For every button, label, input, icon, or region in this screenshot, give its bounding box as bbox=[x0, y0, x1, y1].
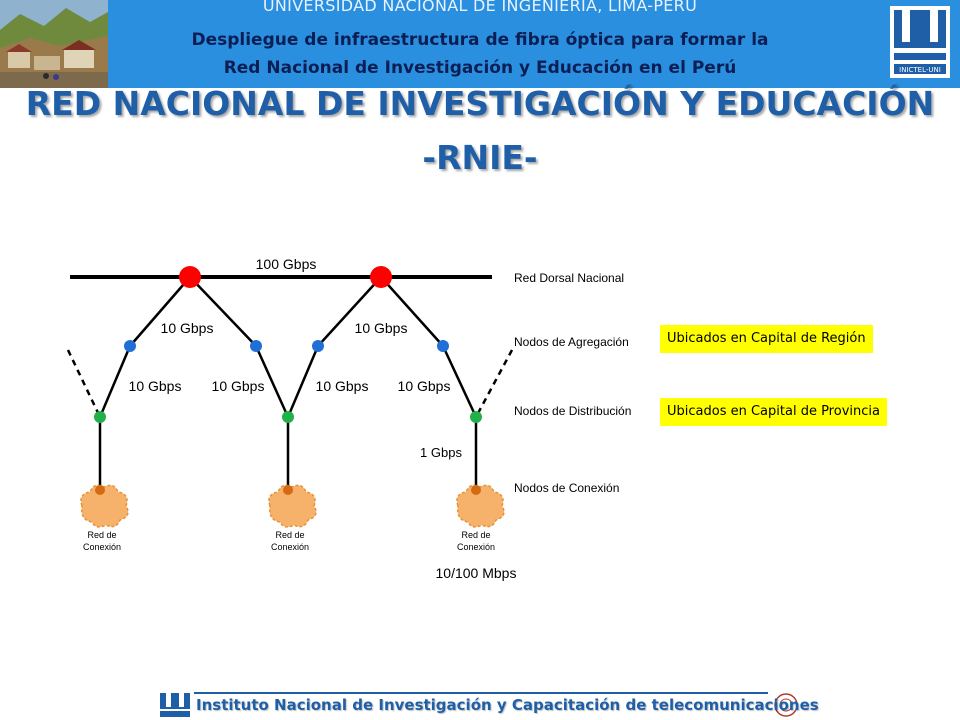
note-region: Ubicados en Capital de Región bbox=[660, 325, 873, 353]
backbone-node-2 bbox=[370, 266, 392, 288]
dashed-link-left bbox=[68, 350, 100, 417]
aggregation-node-1 bbox=[124, 340, 136, 352]
backbone-speed-label: 100 Gbps bbox=[255, 256, 317, 272]
aggregation-node-2 bbox=[250, 340, 262, 352]
connection-speed-label: 10/100 Mbps bbox=[435, 565, 517, 581]
aggregation-speed-label-left: 10 Gbps bbox=[160, 320, 214, 336]
cloud-label-1-line1: Red de bbox=[87, 530, 117, 540]
header-subtitle-line1: Despliegue de infraestructura de fibra óptica para formar la bbox=[191, 30, 769, 50]
level-label-distribution: Nodos de Distribución bbox=[514, 404, 632, 418]
level-label-aggregation: Nodos de Agregación bbox=[514, 335, 629, 349]
connection-node-1 bbox=[95, 485, 105, 495]
level-label-connection: Nodos de Conexión bbox=[514, 481, 620, 495]
distribution-speed-label-1: 10 Gbps bbox=[128, 378, 182, 394]
header-subtitle-line2: Red Nacional de Investigación y Educación en el Perú bbox=[223, 58, 737, 78]
institute-logo bbox=[890, 6, 950, 78]
access-speed-label: 1 Gbps bbox=[420, 445, 462, 460]
distribution-speed-label-2: 10 Gbps bbox=[211, 378, 265, 394]
dashed-link-right bbox=[476, 350, 512, 417]
level-label-backbone: Red Dorsal Nacional bbox=[514, 271, 625, 285]
header-banner bbox=[0, 0, 960, 88]
footer-institute-name: Instituto Nacional de Investigación y Capacitación de telecomunicaciones bbox=[196, 696, 819, 714]
aggregation-node-3 bbox=[312, 340, 324, 352]
cloud-label-2-line1: Red de bbox=[275, 530, 305, 540]
footer-logo-icon bbox=[160, 693, 190, 717]
distribution-node-2 bbox=[282, 411, 294, 423]
backbone-node-1 bbox=[179, 266, 201, 288]
cloud-label-3-line2: Conexión bbox=[456, 542, 496, 552]
logo-text: INICTEL-UNI bbox=[899, 66, 941, 74]
cloud-label-3-line1: Red de bbox=[461, 530, 491, 540]
main-title-line1: RED NACIONAL DE INVESTIGACIÓN Y EDUCACIÓN bbox=[25, 84, 935, 123]
aggregation-speed-label-right: 10 Gbps bbox=[354, 320, 408, 336]
link-agg3-dist2 bbox=[288, 346, 318, 417]
cloud-label-2-line2: Conexión bbox=[270, 542, 310, 552]
link-agg1-dist1 bbox=[100, 346, 130, 417]
connection-node-2 bbox=[283, 485, 293, 495]
university-name: UNIVERSIDAD NACIONAL DE INGENIERIA, LIMA-PERU bbox=[262, 0, 698, 15]
note-province: Ubicados en Capital de Provincia bbox=[660, 398, 887, 426]
distribution-node-1 bbox=[94, 411, 106, 423]
aggregation-node-4 bbox=[437, 340, 449, 352]
distribution-speed-label-3: 10 Gbps bbox=[315, 378, 369, 394]
main-title-line2: -RNIE- bbox=[422, 138, 538, 177]
distribution-speed-label-4: 10 Gbps bbox=[397, 378, 451, 394]
connection-node-3 bbox=[471, 485, 481, 495]
cloud-label-1-line2: Conexión bbox=[82, 542, 122, 552]
distribution-node-3 bbox=[470, 411, 482, 423]
